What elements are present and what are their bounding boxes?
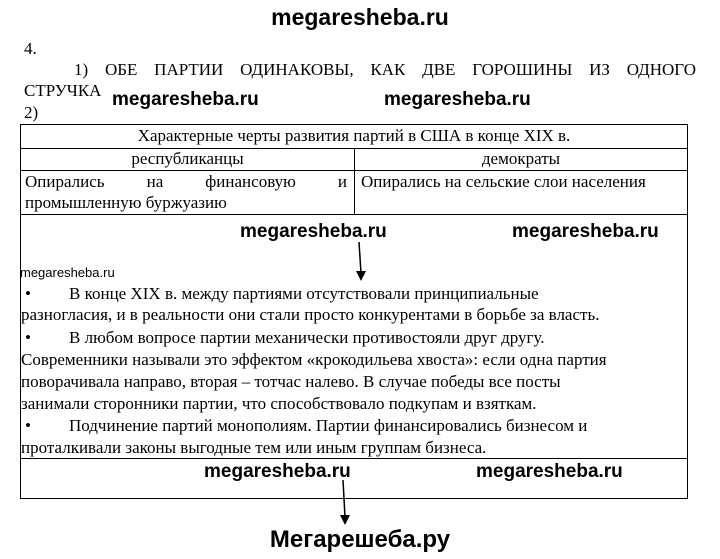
watermark-line2-right: megaresheba.ru [384,89,531,110]
column-divider [354,148,355,214]
arrow-down-icon [336,480,352,526]
bullet-icon: • [25,328,31,347]
republicans-support-line1: Опирались на финансовую и [25,172,347,191]
bullet-2-line3: поворачивала направо, вторая – тотчас налево. В случае победы все посты [21,372,561,391]
table-title: Характерные черты развития партий в США в конце XIX в. [137,126,571,145]
watermark-top: megaresheba.ru [271,4,449,30]
answer1-line2: СТРУЧКА [24,81,102,100]
bullet-2-line1: В любом вопросе партии механически противостояли друг другу. [69,328,545,347]
bullet-2-line4: занимали сторонники партии, что способствовало подкупам и взяткам. [21,394,537,413]
watermark-low-right: megaresheba.ru [476,461,623,482]
bullet-icon: • [25,416,31,435]
divider [21,214,687,215]
watermark-mid-left: megaresheba.ru [240,221,387,242]
bullet-3-line1: Подчинение партий монополиям. Партии финансировались бизнесом и [69,416,588,435]
watermark-low-left: megaresheba.ru [204,461,351,482]
answer1-line1: 1) ОБЕ ПАРТИИ ОДИНАКОВЫ, КАК ДВЕ ГОРОШИНЫ ИЗ ОДНОГО [74,60,696,79]
divider [21,458,687,459]
parties-table [20,124,688,499]
task-number: 4. [24,39,37,58]
arrow-down-icon [352,242,368,282]
watermark-bottom: Мегарешеба.ру [269,526,451,553]
bullet-icon: • [25,284,31,303]
bullet-2-line2: Современники называли это эффектом «крокодильева хвоста»: если одна партия [21,350,607,369]
answer2-label: 2) [24,103,39,122]
republicans-support-line2: промышленную буржуазию [25,193,227,212]
watermark-mid-right: megaresheba.ru [512,221,659,242]
watermark-line2-left: megaresheba.ru [112,89,259,110]
watermark-small: megaresheba.ru [20,265,115,280]
col-header-republicans: республиканцы [131,149,244,168]
bullet-1-line1: В конце XIX в. между партиями отсутствовали принципиальные [69,284,539,303]
bullet-1-line2: разногласия, и в реальности они стали просто конкурентами в борьбе за власть. [21,305,600,324]
democrats-support: Опирались на сельские слои населения [361,172,646,191]
bullet-3-line2: проталкивали законы выгодные тем или иным группам бизнеса. [21,438,487,457]
col-header-democrats: демократы [481,149,561,168]
